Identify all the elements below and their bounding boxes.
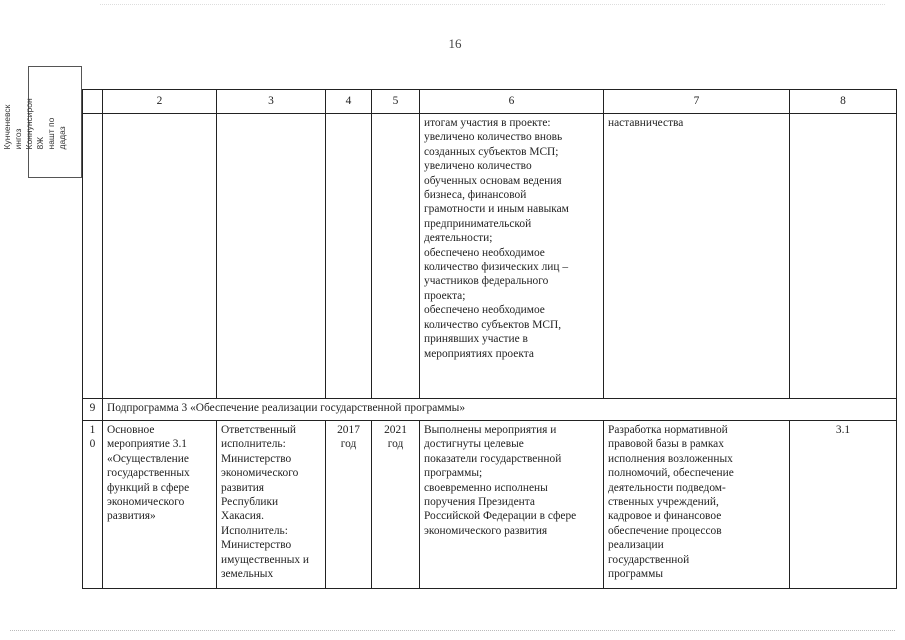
table-cell — [103, 114, 217, 399]
table-cell-results: Выполнены мероприятия и достигнуты целевые показатели государственной программы; своевременно исполнены поручения Президента Российской Федерации в сфере экономического развития — [420, 421, 604, 589]
header-cell: 6 — [420, 90, 604, 114]
scan-top-edge — [100, 4, 885, 6]
scan-bottom-edge — [10, 630, 895, 632]
table-row-continuation — [83, 114, 897, 399]
header-cell: 4 — [326, 90, 372, 114]
table-cell-indicator: 3.1 — [790, 421, 897, 589]
table-cell — [217, 114, 326, 399]
header-cell: 2 — [103, 90, 217, 114]
stamp-line: Коннунсирон 8Ж — [24, 98, 45, 150]
table-cell-directions: наставничества — [604, 114, 790, 399]
header-cell: 8 — [790, 90, 897, 114]
table-cell — [326, 114, 372, 399]
header-cell: 7 — [604, 90, 790, 114]
table-cell — [372, 114, 420, 399]
table-cell — [83, 114, 103, 399]
table-cell-measure: Основное мероприятие 3.1 «Осуществление государственных функций в сфере экономического развития» — [103, 421, 217, 589]
stamp-line: Кунченевск ингоз — [2, 104, 23, 150]
table-cell-directions: Разработка нормативной правовой базы в рамках исполнения возложенных полномочий, обеспечение деятельности подведом- ственных учреждений, кадровое и финансовое обеспечение процессов реализации государственной программы — [604, 421, 790, 589]
stamp-line: нашт по дадаз — [46, 117, 67, 150]
table-cell-end-year: 2021 год — [372, 421, 420, 589]
header-cell: 5 — [372, 90, 420, 114]
row-number: 9 — [83, 399, 103, 421]
table-row-subprogram — [83, 399, 897, 421]
program-table — [82, 89, 897, 589]
table-cell — [790, 114, 897, 399]
table-cell-start-year: 2017 год — [326, 421, 372, 589]
table-cell-results: итогам участия в проекте: увеличено количество вновь созданных субъектов МСП; увеличено количество обученных основам ведения бизнеса, финансовой грамотности и иным навыкам предпринимательской деятельности; обеспечено необходимое количество физических лиц – участников федерального проекта; обеспечено необходимое количество субъектов МСП, принявших участие в мероприятиях проекта — [420, 114, 604, 399]
registration-stamp — [2, 66, 82, 178]
header-row — [83, 90, 897, 114]
row-number: 10 — [83, 421, 103, 589]
table-cell-executor: Ответственный исполнитель: Министерство экономического развития Республики Хакасия. Исполнитель: Министерство имущественных и земельных — [217, 421, 326, 589]
header-cell: 3 — [217, 90, 326, 114]
subprogram-title: Подпрограмма 3 «Обеспечение реализации государственной программы» — [103, 399, 897, 421]
header-cell-number — [83, 90, 103, 114]
page-number: 16 — [448, 36, 462, 51]
table-row-measure — [83, 421, 897, 589]
